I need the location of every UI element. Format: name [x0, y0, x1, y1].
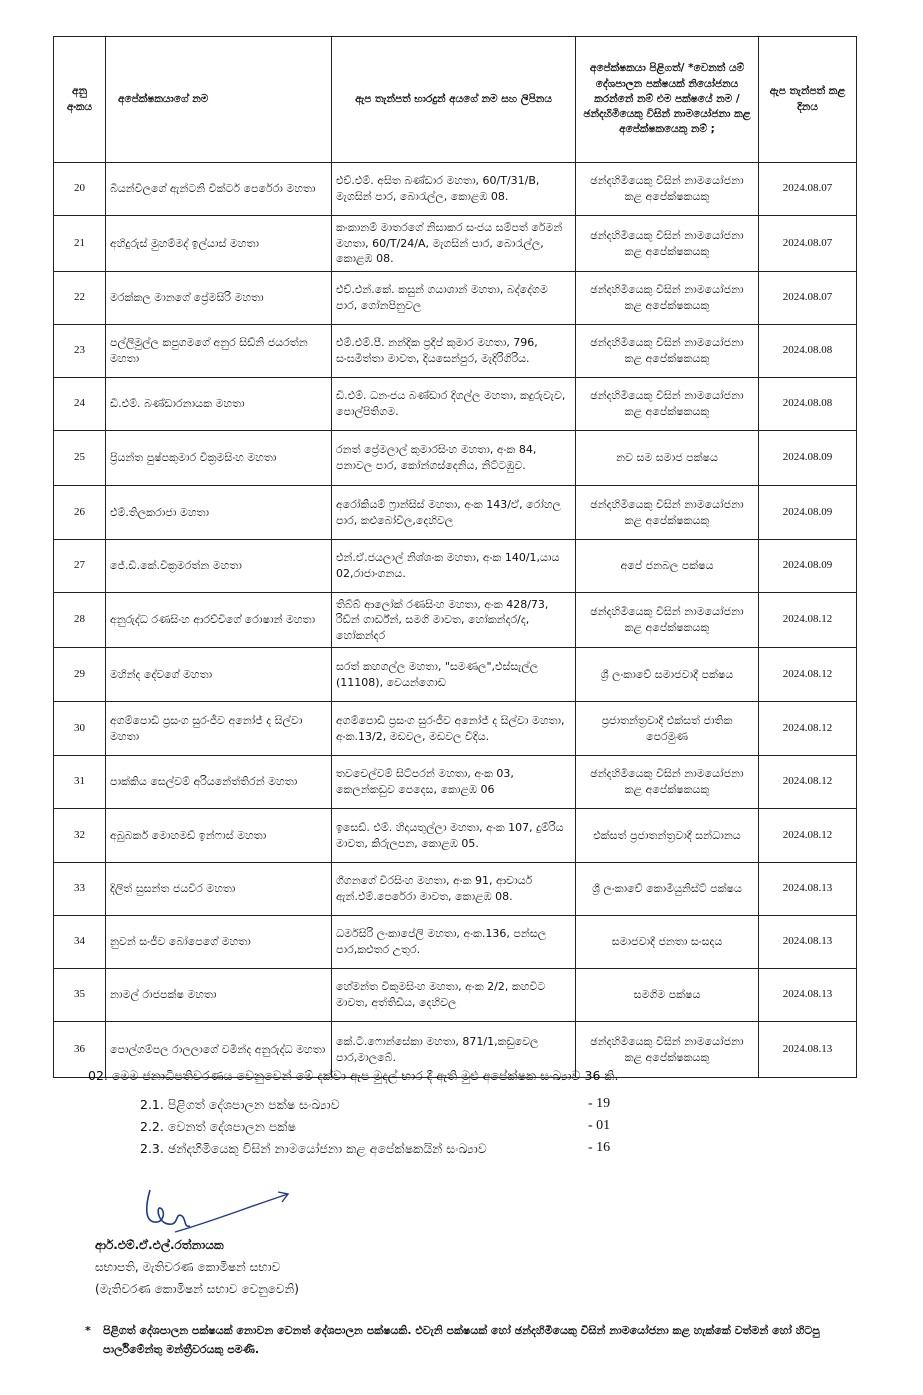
table-row — [54, 593, 857, 648]
candidate-name: අනුරුද්ධ රණසිංහ ආරච්චිගේ රොෂාන් මහතා — [106, 593, 332, 648]
candidate-name: මරක්කල මානගේ ප්‍රේමසිරි මහතා — [106, 272, 332, 325]
footnote — [85, 1322, 875, 1359]
summary-item-value: - 19 — [588, 1096, 611, 1111]
table-row — [54, 863, 857, 916]
party-or-nomination: ඡන්දහිමියෙකු විසින් නාමයෝජනා කළ අපේක්ෂකයකු — [576, 272, 759, 325]
deposit-date: 2024.08.13 — [759, 969, 857, 1022]
party-or-nomination: ඡන්දහිමියෙකු විසින් නාමයෝජනා කළ අපේක්ෂකයකු — [576, 325, 759, 378]
deposit-date: 2024.08.12 — [759, 702, 857, 756]
candidate-number: 29 — [54, 648, 106, 702]
summary-item-label: 2.3. ඡන්දහිමියෙකු විසින් නාමයෝජනා කළ අපේක්ෂකයින් සංඛ්‍යාව — [140, 1141, 487, 1156]
header-number: අනු අංකය — [54, 37, 106, 163]
candidate-name: මහින්ද දේවගේ මහතා — [106, 648, 332, 702]
deposit-date: 2024.08.09 — [759, 431, 857, 486]
party-or-nomination: ඡන්දහිමියෙකු විසින් නාමයෝජනා කළ අපේක්ෂකයකු — [576, 1022, 759, 1078]
table-row — [54, 648, 857, 702]
signatory-on-behalf: (මැතිවරණ කොමිෂන් සභාව වෙනුවෙනි) — [95, 1282, 299, 1296]
depositor-details: තිබ්බ් ආලෝක් රණසිංහ මහතා, අංක 428/73, රිඩ්න් ගාර්ඩ්න්, සමගි මාවත, හෝකන්දර/ද, හෝකන්දර — [332, 593, 576, 648]
deposit-date: 2024.08.09 — [759, 486, 857, 540]
candidate-number: 20 — [54, 163, 106, 216]
summary-text: 02. මෙම ජනාධිපතිවරණය වෙනුවෙන් මේ දක්වා ඇප මුදල් භාර දී ඇති මුළු අපේක්ෂක සංඛ්‍යාව 36 කි. — [88, 1068, 619, 1083]
summary-item-value: - 16 — [588, 1140, 611, 1155]
candidate-name: එම්.තිලකරාජා මහතා — [106, 486, 332, 540]
party-or-nomination: අපේ ජනබල පක්ෂය — [576, 540, 759, 593]
candidate-number: 31 — [54, 756, 106, 809]
candidate-number: 28 — [54, 593, 106, 648]
deposit-date: 2024.08.07 — [759, 163, 857, 216]
table-row — [54, 702, 857, 756]
candidate-name: නුවන් සංජීව බෝපෙගේ මහතා — [106, 916, 332, 969]
table-row — [54, 325, 857, 378]
depositor-details: අරෝකියම් ෆ්‍රාන්සිස් මහතා, අංක 143/ඒ, රෝහල පාර, කළුබෝවිල,දෙහිවල — [332, 486, 576, 540]
candidate-name: පාක්කිය සෙල්වම් අරියනේත්තිරන් මහතා — [106, 756, 332, 809]
depositor-details: රනත් ප්‍රේමලාල් කුමාරසිංහ මහතා, අංක 84, පනාවල පාර, කෝන්ගස්දෙනිය, නිට්ටඹුව. — [332, 431, 576, 486]
header-depositor: ඇප තැන්පත් භාරදුන් අයගේ නම සහ ලිපිනය — [332, 37, 576, 163]
deposit-date: 2024.08.13 — [759, 916, 857, 969]
candidate-number: 25 — [54, 431, 106, 486]
candidate-name: ඩී.එම්. බණ්ඩාරනායක මහතා — [106, 378, 332, 431]
table-row — [54, 756, 857, 809]
candidate-name: බියන්විලගේ ඇන්ටනි වික්ටර් පෙරේරා මහතා — [106, 163, 332, 216]
table-row — [54, 969, 857, 1022]
candidate-number: 32 — [54, 809, 106, 863]
party-or-nomination: ශ්‍රී ලංකාවේ කොමියුනිස්ට් පක්ෂය — [576, 863, 759, 916]
summary-item-label: 2.2. වෙනත් දේශපාලන පක්ෂ — [140, 1119, 296, 1134]
depositor-details: කේ.ටී.ෆොන්සේකා මහතා, 871/1,කඩුවෙල පාර,මාලබේ. — [332, 1022, 576, 1078]
candidate-number: 21 — [54, 216, 106, 272]
depositor-details: ඩී.එම්. ධනංජය බණ්ඩාර දිගල්ල මහතා, කදුරුවැව, පොල්පිතිගම. — [332, 378, 576, 431]
table-row — [54, 378, 857, 431]
party-or-nomination: නව සම සමාජ පක්ෂය — [576, 431, 759, 486]
candidate-number: 34 — [54, 916, 106, 969]
deposit-date: 2024.08.09 — [759, 540, 857, 593]
summary-item-label: 2.1. පිළිගත් දේශපාලන පක්ෂ සංඛ්‍යාව — [140, 1097, 340, 1112]
depositor-details: අගම්පොඩි ප්‍රසංග සුරංජීව අනෝජ් ද සිල්වා මහතා, අංක.13/2, මඩවල, මඩවල වීදිය. — [332, 702, 576, 756]
candidate-number: 33 — [54, 863, 106, 916]
party-or-nomination: ඡන්දහිමියෙකු විසින් නාමයෝජනා කළ අපේක්ෂකයකු — [576, 593, 759, 648]
party-or-nomination: ඡන්දහිමියෙකු විසින් නාමයෝජනා කළ අපේක්ෂකයකු — [576, 486, 759, 540]
footnote-text: පිළිගත් දේශපාලන පක්ෂයක් නොවන වෙනත් දේශපාලන පක්ෂයකි. එවැනි පක්ෂයක් හෝ ඡන්දහිමියෙකු විසින් නාමයෝජනා කළ හැක්කේ වත්මන් හෝ හිටපු පාර්ලිමේන්තු මන්ත්‍රීවරයකු පමණි. — [103, 1324, 820, 1356]
table-row — [54, 216, 857, 272]
candidate-number: 24 — [54, 378, 106, 431]
deposit-date: 2024.08.12 — [759, 648, 857, 702]
deposit-date: 2024.08.08 — [759, 325, 857, 378]
depositor-details: එච්.එම්. අසිත බණ්ඩාර මහතා, 60/T/31/B, මැගසින් පාර, බොරැල්ල, කොළඹ 08. — [332, 163, 576, 216]
header-party: අපේක්ෂකයා පිළිගත්/ *වෙනත් යම් දේශපාලන පක්ෂයක් නියෝජනය කරන්නේ නම් එම පක්ෂයේ නම / ඡන්දහිමියෙකු විසින් නාමයෝජනා කළ අපේක්ෂකයෙකු නම් ; — [576, 37, 759, 163]
party-or-nomination: ඡන්දහිමියෙකු විසින් නාමයෝජනා කළ අපේක්ෂකයකු — [576, 378, 759, 431]
candidate-name: පොල්ගම්පල රාලලාගේ වමින්ද අනුරුද්ධ මහතා — [106, 1022, 332, 1078]
depositor-details: කංකානම් මාතරගේ නිසාකර සංජය සම්පත් රේමන් මහතා, 60/T/24/A, මැගසින් පාර, බොරැල්ල, කොළඹ 08. — [332, 216, 576, 272]
depositor-details: ඉසෙඩ්. එම්. හිදායතුල්ලා මහතා, අංක 107, දුම්රිය මාවත, කිරුලපන, කොළඹ 05. — [332, 809, 576, 863]
depositor-details: එන්.ඒ.ජයලාල් නිශ්ශංක මහතා, අංක 140/1,යාය 02,රාජාංගනය. — [332, 540, 576, 593]
depositor-details: එම්.එම්.පී. නන්දික ප්‍රදීප් කුමාර මහතා, 796, සංඝමිත්තා මාවත, දියසෙන්පුර, මැදිරිගිරිය. — [332, 325, 576, 378]
party-or-nomination: එක්සත් ප්‍රජාතන්ත්‍රවාදී සන්ධානය — [576, 809, 759, 863]
deposit-date: 2024.08.13 — [759, 1022, 857, 1078]
party-or-nomination: ඡන්දහිමියෙකු විසින් නාමයෝජනා කළ අපේක්ෂකයකු — [576, 216, 759, 272]
deposit-date: 2024.08.07 — [759, 272, 857, 325]
candidate-number: 36 — [54, 1022, 106, 1078]
deposit-date: 2024.08.13 — [759, 863, 857, 916]
table-row — [54, 540, 857, 593]
depositor-details: හේමන්ත විකුමසිංහ මහතා, අංක 2/2, කහවිට මාවත, අත්තිඩිය, දෙහිවල — [332, 969, 576, 1022]
depositor-details: ගීගනගේ වීරසිංහ මහතා, අංක 91, ආචාර්ය ඇන්.එම්.පෙරේරා මාවත, කොළඹ 08. — [332, 863, 576, 916]
candidate-number: 35 — [54, 969, 106, 1022]
candidate-number: 22 — [54, 272, 106, 325]
handwritten-signature — [120, 1182, 300, 1237]
candidate-name: අගම්පොඩි ප්‍රසංග සුරංජීව අනෝජ් ද සිල්වා මහතා — [106, 702, 332, 756]
depositor-details: ධර්මසිරි ලංකාපේලි මහතා, අංක.136, පන්සල පාර,කළුතර උතුර. — [332, 916, 576, 969]
candidate-name: අබුබකර් මොහමඩ් ඉන්ෆාස් මහතා — [106, 809, 332, 863]
signatory-title: සභාපති, මැතිවරණ කොමිෂන් සභාව — [95, 1260, 281, 1274]
candidate-number: 23 — [54, 325, 106, 378]
candidate-name: නාමල් රාජපක්ෂ මහතා — [106, 969, 332, 1022]
depositor-details: එච්.එන්.කේ. කසුන් ගයාශාන් මහතා, බද්දේගම පාර, ගෝනපිනුවල — [332, 272, 576, 325]
deposit-date: 2024.08.12 — [759, 593, 857, 648]
candidate-number: 27 — [54, 540, 106, 593]
candidate-name: දිලිත් සුසන්ත ජයවීර මහතා — [106, 863, 332, 916]
depositor-details: තවචෙල්වම් සිට්පරන් මහතා, අංක 03, කෙලන්කඩුව පෙදෙස, කොළඹ 06 — [332, 756, 576, 809]
header-date: ඇප තැන්පත් කළ දිනය — [759, 37, 857, 163]
party-or-nomination: ප්‍රජාතන්ත්‍රවාදී එක්සත් ජාතික පෙරමුණ — [576, 702, 759, 756]
footnote-marker: * — [85, 1324, 91, 1337]
candidate-name: අහිදුරුස් මුහම්මද් ඉල්යාස් මහතා — [106, 216, 332, 272]
deposit-date: 2024.08.12 — [759, 756, 857, 809]
summary-item-value: - 01 — [588, 1118, 611, 1133]
deposit-date: 2024.08.08 — [759, 378, 857, 431]
deposit-date: 2024.08.07 — [759, 216, 857, 272]
candidate-name: ප්‍රියන්ත පුෂ්පකුමාර වික්‍රමසිංහ මහතා — [106, 431, 332, 486]
candidate-number: 30 — [54, 702, 106, 756]
signatory-name: ආර්.එම්.ඒ.එල්.රත්නායක — [95, 1238, 224, 1252]
candidate-name: පල්ලිමුල්ල කපුගමගේ අනුර සිඩ්නි ජයරත්න මහතා — [106, 325, 332, 378]
party-or-nomination: ඡන්දහිමියෙකු විසින් නාමයෝජනා කළ අපේක්ෂකයකු — [576, 163, 759, 216]
party-or-nomination: සමාජවාදී ජනතා සංසදය — [576, 916, 759, 969]
table-row — [54, 486, 857, 540]
candidate-name: ජේ.ඩී.කේ.වික්‍රමරත්න මහතා — [106, 540, 332, 593]
candidate-number: 26 — [54, 486, 106, 540]
table-row — [54, 163, 857, 216]
party-or-nomination: ශ්‍රී ලංකාවේ සමාජවාදී පක්ෂය — [576, 648, 759, 702]
table-row — [54, 809, 857, 863]
table-row — [54, 272, 857, 325]
party-or-nomination: සමගිම පක්ෂය — [576, 969, 759, 1022]
deposit-date: 2024.08.12 — [759, 809, 857, 863]
header-candidate: අපේක්ෂකයාගේ නම — [106, 37, 332, 163]
depositor-details: සරත් කහගල්ල මහතා, "සමණල",එස්සැල්ල (11108), වෙයන්ගොඩ — [332, 648, 576, 702]
table-header-row — [54, 37, 857, 163]
table-row — [54, 916, 857, 969]
party-or-nomination: ඡන්දහිමියෙකු විසින් නාමයෝජනා කළ අපේක්ෂකයකු — [576, 756, 759, 809]
table-row — [54, 431, 857, 486]
candidates-table — [53, 36, 857, 1078]
